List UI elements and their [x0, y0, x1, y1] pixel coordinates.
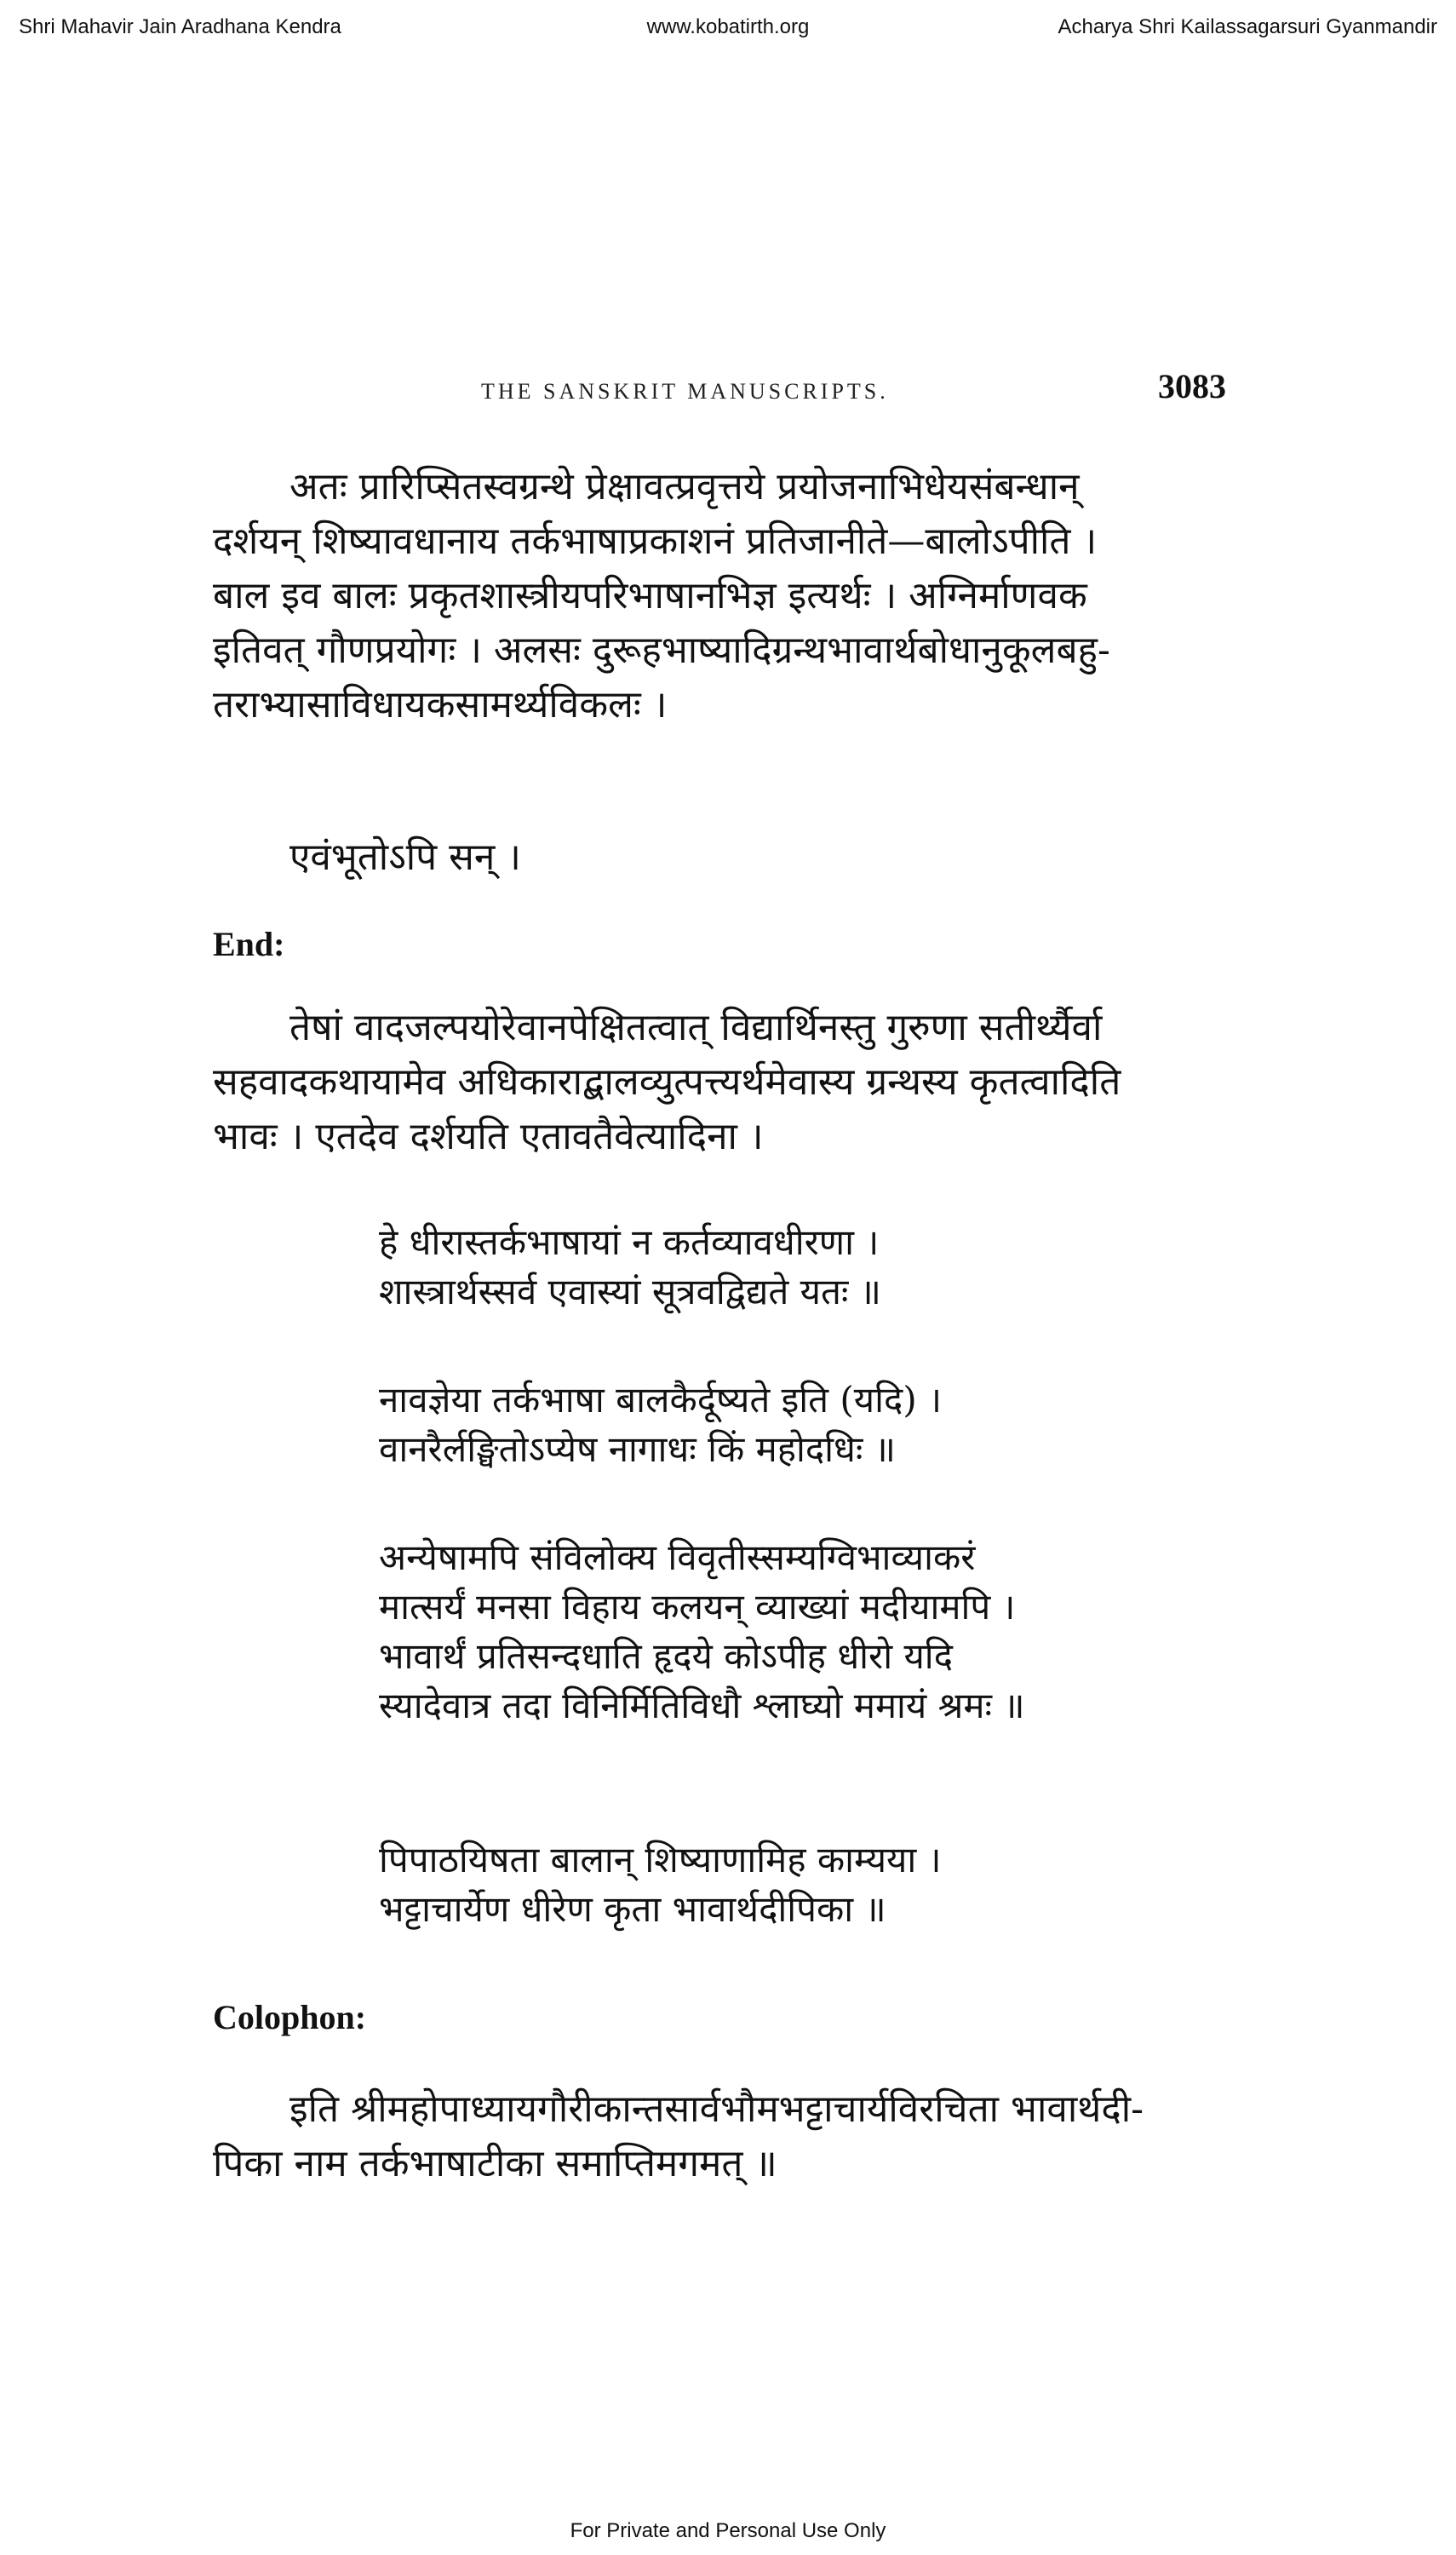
- text-line: पिका नाम तर्कभाषाटीका समाप्तिमगमत् ॥: [213, 2142, 777, 2185]
- intro-paragraph: [213, 460, 1269, 732]
- verse-1: [379, 1218, 1281, 1317]
- verse-line: हे धीरास्तर्कभाषायां न कर्तव्यावधीरणा ।: [379, 1221, 880, 1263]
- header-right-text: Acharya Shri Kailassagarsuri Gyanmandir: [1058, 15, 1437, 38]
- verse-4: [379, 1835, 1281, 1934]
- site-header: [0, 15, 1456, 44]
- text-line: इतिवत् गौणप्रयोगः । अलसः दुरूहभाष्यादिग्रन्थभावार्थबोधानुकूलबहु-: [213, 629, 1110, 672]
- short-line: एवंभूतोऽपि सन् ।: [289, 835, 521, 879]
- running-head: THE SANSKRIT MANUSCRIPTS.: [481, 379, 889, 404]
- verse-2: [379, 1375, 1281, 1474]
- verse-3: [379, 1533, 1281, 1731]
- colophon-paragraph: [213, 2082, 1269, 2191]
- verse-line: नावज्ञेया तर्कभाषा बालकैर्दूष्यते इति (यदि) ।: [379, 1379, 942, 1421]
- text-line: तेषां वादजल्पयोरेवानपेक्षितत्वात् विद्यार्थिनस्तु गुरुणा सतीर्थ्यैर्वा: [289, 1006, 1103, 1049]
- verse-line: अन्येषामपि संविलोक्य विवृतीस्सम्यग्विभाव्याकरं: [379, 1536, 976, 1578]
- footer-text: For Private and Personal Use Only: [570, 2519, 886, 2542]
- verse-line: स्यादेवात्र तदा विनिर्मितिविधौ श्लाघ्यो ममायं श्रमः ॥: [379, 1685, 1025, 1726]
- text-line: बाल इव बालः प्रकृतशास्त्रीयपरिभाषानभिज्ञ इत्यर्थः । अग्निर्माणवक: [213, 574, 1087, 617]
- verse-line: भट्टाचार्येण धीरेण कृता भावार्थदीपिका ॥: [379, 1888, 886, 1930]
- text-line: तराभ्यासाविधायकसामर्थ्यविकलः ।: [213, 683, 668, 726]
- verse-line: पिपाठयिषता बालान् शिष्याणामिह काम्यया ।: [379, 1839, 942, 1880]
- end-heading: End:: [213, 925, 285, 963]
- colophon-heading: Colophon:: [213, 1998, 367, 2036]
- verse-line: मात्सर्यं मनसा विहाय कलयन् व्याख्यां मदीयामपि ।: [379, 1586, 1016, 1628]
- text-line: सहवादकथायामेव अधिकाराद्बालव्युत्पत्त्यर्थमेवास्य ग्रन्थस्य कृतत्वादिति: [213, 1060, 1121, 1104]
- end-paragraph: [213, 1001, 1269, 1164]
- text-line: दर्शयन् शिष्यावधानाय तर्कभाषाप्रकाशनं प्रतिजानीते—बालोऽपीति ।: [213, 520, 1098, 563]
- text-line: इति श्रीमहोपाध्यायगौरीकान्तसार्वभौमभट्टाचार्यविरचिता भावार्थदी-: [289, 2087, 1144, 2131]
- verse-line: वानरैर्लङ्घितोऽप्येष नागाधः किं महोदधिः ॥: [379, 1428, 896, 1470]
- verse-line: भावार्थं प्रतिसन्दधाति हृदये कोऽपीह धीरो यदि: [379, 1635, 953, 1677]
- page-number: 3083: [1158, 367, 1226, 405]
- header-left-text: Shri Mahavir Jain Aradhana Kendra: [19, 15, 341, 38]
- short-line-block: [213, 830, 1269, 885]
- text-line: अतः प्रारिप्सितस्वग्रन्थे प्रेक्षावत्प्रवृत्तये प्रयोजनाभिधेयसंबन्धान्: [289, 465, 1080, 508]
- header-center-text: www.kobatirth.org: [646, 15, 810, 38]
- text-line: भावः । एतदेव दर्शयति एतावतैवेत्यादिना ।: [213, 1115, 764, 1158]
- verse-line: शास्त्रार्थस्सर्व एवास्यां सूत्रवद्विद्यते यतः ॥: [379, 1271, 881, 1312]
